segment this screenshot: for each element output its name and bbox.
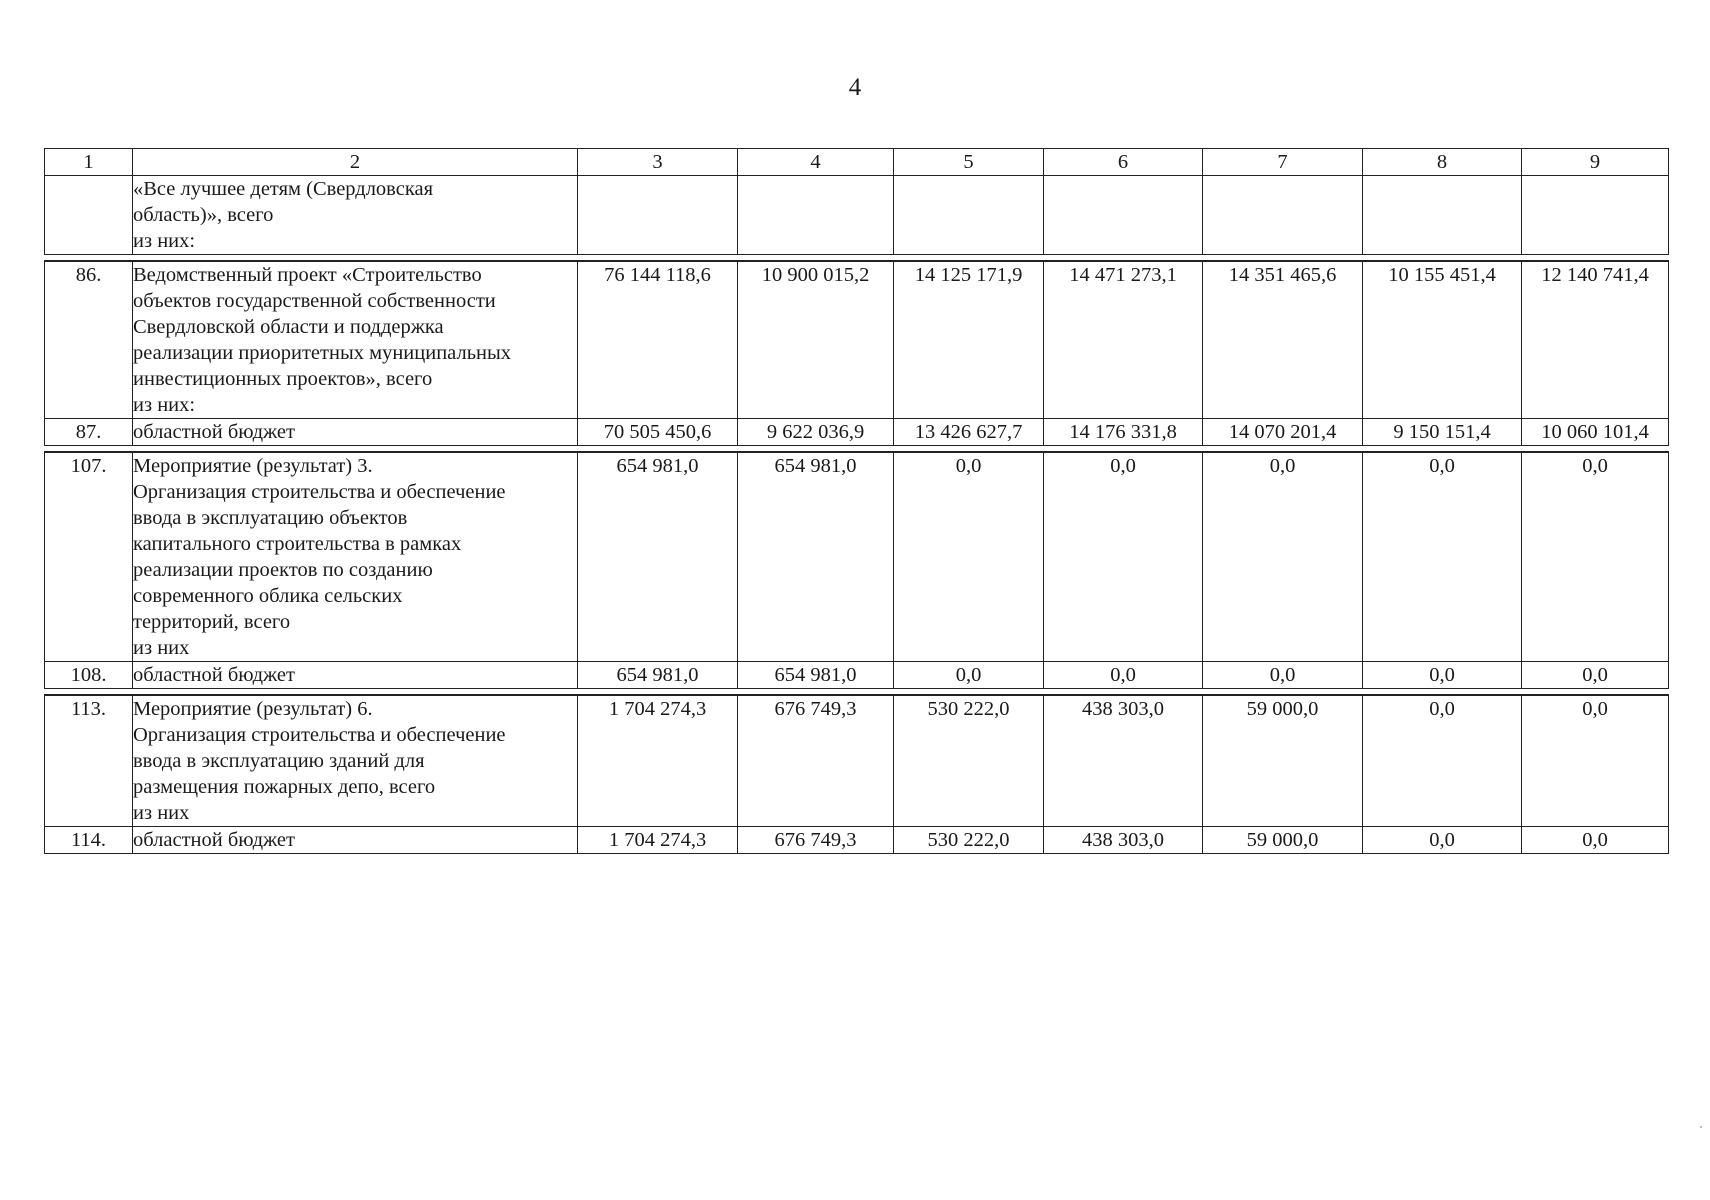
- value-cell: 0,0: [1363, 662, 1522, 689]
- value-cell: [1203, 176, 1363, 255]
- value-cell: [738, 176, 894, 255]
- row-number: 113.: [45, 695, 133, 827]
- label-line: реализации приоритетных муниципальных: [133, 342, 512, 364]
- column-header: 1: [45, 149, 133, 176]
- label-line: территорий, всего: [133, 611, 291, 633]
- value-cell: 14 351 465,6: [1203, 261, 1363, 419]
- row-number: 108.: [45, 662, 133, 689]
- value-cell: 0,0: [894, 452, 1044, 662]
- budget-table: [44, 148, 1669, 854]
- value-cell: 9 622 036,9: [738, 419, 894, 446]
- header-row: [45, 149, 1669, 176]
- label-line: из них:: [133, 394, 196, 416]
- value-cell: 10 155 451,4: [1363, 261, 1522, 419]
- value-cell: 0,0: [1044, 452, 1203, 662]
- value-cell: 676 749,3: [738, 695, 894, 827]
- table-row-sub: [45, 419, 1669, 446]
- label-line: Мероприятие (результат) 6.: [133, 698, 373, 720]
- value-cell: 14 125 171,9: [894, 261, 1044, 419]
- row-number: 86.: [45, 261, 133, 419]
- value-cell: 9 150 151,4: [1363, 419, 1522, 446]
- value-cell: 12 140 741,4: [1522, 261, 1669, 419]
- label-line: объектов государственной собственности: [133, 290, 496, 312]
- table-row-main: [45, 261, 1669, 419]
- value-cell: 0,0: [894, 662, 1044, 689]
- label-line: Ведомственный проект «Строительство: [133, 264, 482, 286]
- row-label: [133, 176, 578, 255]
- column-header: 5: [894, 149, 1044, 176]
- value-cell: 654 981,0: [738, 452, 894, 662]
- label-line: Организация строительства и обеспечение: [133, 481, 506, 503]
- value-cell: 0,0: [1203, 662, 1363, 689]
- value-cell: 530 222,0: [894, 695, 1044, 827]
- value-cell: 0,0: [1363, 452, 1522, 662]
- label-line: «Все лучшее детям (Свердловская: [133, 178, 434, 200]
- table-row-main: [45, 452, 1669, 662]
- label-line: из них: [133, 637, 190, 659]
- value-cell: 70 505 450,6: [578, 419, 738, 446]
- column-header: 6: [1044, 149, 1203, 176]
- row-label: областной бюджет: [133, 662, 578, 689]
- row-number: [45, 176, 133, 255]
- value-cell: 14 070 201,4: [1203, 419, 1363, 446]
- label-line: капитального строительства в рамках: [133, 533, 462, 555]
- column-header: 8: [1363, 149, 1522, 176]
- value-cell: 10 060 101,4: [1522, 419, 1669, 446]
- value-cell: [1522, 176, 1669, 255]
- column-header: 7: [1203, 149, 1363, 176]
- value-cell: 13 426 627,7: [894, 419, 1044, 446]
- continuation-row: [45, 176, 1669, 255]
- value-cell: 0,0: [1522, 452, 1669, 662]
- label-line: размещения пожарных депо, всего: [133, 776, 436, 798]
- label-line: реализации проектов по созданию: [133, 559, 433, 581]
- value-cell: 438 303,0: [1044, 827, 1203, 854]
- label-line: из них:: [133, 230, 196, 252]
- label-line: ввода в эксплуатацию зданий для: [133, 750, 425, 772]
- value-cell: [1044, 176, 1203, 255]
- scan-speck: [1700, 1126, 1702, 1128]
- column-header: 2: [133, 149, 578, 176]
- value-cell: 654 981,0: [578, 452, 738, 662]
- label-line: ввода в эксплуатацию объектов: [133, 507, 408, 529]
- value-cell: 76 144 118,6: [578, 261, 738, 419]
- value-cell: 1 704 274,3: [578, 695, 738, 827]
- value-cell: [1363, 176, 1522, 255]
- value-cell: 438 303,0: [1044, 695, 1203, 827]
- label-line: из них: [133, 802, 190, 824]
- label-line: современного облика сельских: [133, 585, 403, 607]
- value-cell: 14 176 331,8: [1044, 419, 1203, 446]
- value-cell: 530 222,0: [894, 827, 1044, 854]
- table-row-sub: [45, 827, 1669, 854]
- row-label: областной бюджет: [133, 419, 578, 446]
- value-cell: 0,0: [1044, 662, 1203, 689]
- value-cell: 654 981,0: [578, 662, 738, 689]
- value-cell: 0,0: [1363, 827, 1522, 854]
- page-number: 4: [848, 74, 862, 101]
- value-cell: 0,0: [1203, 452, 1363, 662]
- column-header: 4: [738, 149, 894, 176]
- row-number: 107.: [45, 452, 133, 662]
- label-line: инвестиционных проектов», всего: [133, 368, 433, 390]
- table-row-sub: [45, 662, 1669, 689]
- label-line: Мероприятие (результат) 3.: [133, 455, 373, 477]
- value-cell: 676 749,3: [738, 827, 894, 854]
- value-cell: 654 981,0: [738, 662, 894, 689]
- column-header: 9: [1522, 149, 1669, 176]
- label-line: Свердловской области и поддержка: [133, 316, 444, 338]
- value-cell: 0,0: [1522, 662, 1669, 689]
- column-header: 3: [578, 149, 738, 176]
- row-label: [133, 695, 578, 827]
- label-line: Организация строительства и обеспечение: [133, 724, 506, 746]
- value-cell: 0,0: [1363, 695, 1522, 827]
- table-body: [45, 149, 1669, 854]
- value-cell: 10 900 015,2: [738, 261, 894, 419]
- row-label: [133, 452, 578, 662]
- value-cell: [578, 176, 738, 255]
- row-label: [133, 261, 578, 419]
- table-row-main: [45, 695, 1669, 827]
- value-cell: 0,0: [1522, 827, 1669, 854]
- value-cell: 1 704 274,3: [578, 827, 738, 854]
- value-cell: 14 471 273,1: [1044, 261, 1203, 419]
- row-number: 114.: [45, 827, 133, 854]
- row-label: областной бюджет: [133, 827, 578, 854]
- value-cell: [894, 176, 1044, 255]
- value-cell: 59 000,0: [1203, 695, 1363, 827]
- row-number: 87.: [45, 419, 133, 446]
- label-line: область)», всего: [133, 204, 274, 226]
- value-cell: 0,0: [1522, 695, 1669, 827]
- value-cell: 59 000,0: [1203, 827, 1363, 854]
